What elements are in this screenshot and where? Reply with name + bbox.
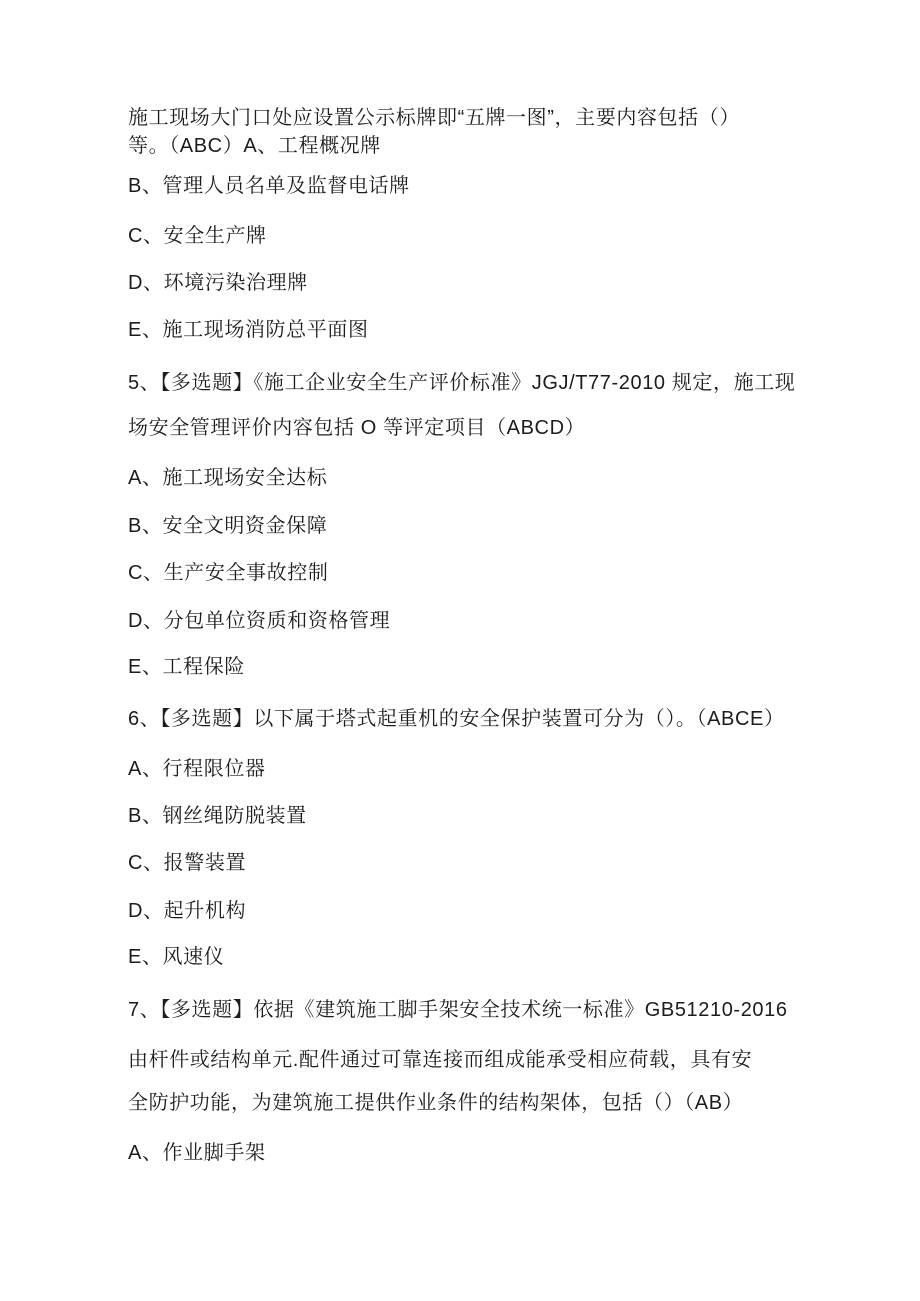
q5-option-a: A、施工现场安全达标 [128,467,328,489]
q6-option-a: A、行程限位器 [128,758,266,780]
q7-option-a: A、作业脚手架 [128,1142,266,1164]
q6-option-d: D、起升机构 [128,900,247,922]
q5-option-c: C、生产安全事故控制 [128,562,329,584]
q6-option-b: B、钢丝绳防脱装置 [128,805,307,827]
q4-option-c: C、安全生产牌 [128,225,267,247]
q4-option-b: B、管理人员名单及监督电话牌 [128,175,410,197]
q7-stem-line-3: 全防护功能，为建筑施工提供作业条件的结构架体，包括（）（AB） [128,1092,744,1114]
q5-option-b: B、安全文明资金保障 [128,515,328,537]
q5-stem-line-1: 5、【多选题】《施工企业安全生产评价标准》JGJ/T77-2010 规定，施工现 [128,372,796,394]
q6-stem-line-1: 6、【多选题】以下属于塔式起重机的安全保护装置可分为（）。（ABCE） [128,708,785,730]
q4-option-e: E、施工现场消防总平面图 [128,319,369,341]
q5-option-e: E、工程保险 [128,656,245,678]
q5-option-d: D、分包单位资质和资格管理 [128,610,391,632]
q4-stem-line-1: 施工现场大门口处应设置公示标牌即“五牌一图”，主要内容包括（） [128,107,740,129]
q7-stem-line-1: 7、【多选题】依据《建筑施工脚手架安全技术统一标准》GB51210-2016 [128,999,788,1021]
q4-stem-line-2: 等。（ABC）A、工程概况牌 [128,135,381,157]
q6-option-c: C、报警装置 [128,852,247,874]
q4-option-d: D、环境污染治理牌 [128,272,308,294]
q5-stem-line-2: 场安全管理评价内容包括 O 等评定项目（ABCD） [128,417,586,439]
q7-stem-line-2: 由杆件或结构单元.配件通过可靠连接而组成能承受相应荷载，具有安 [128,1049,753,1071]
q6-option-e: E、风速仪 [128,946,225,968]
